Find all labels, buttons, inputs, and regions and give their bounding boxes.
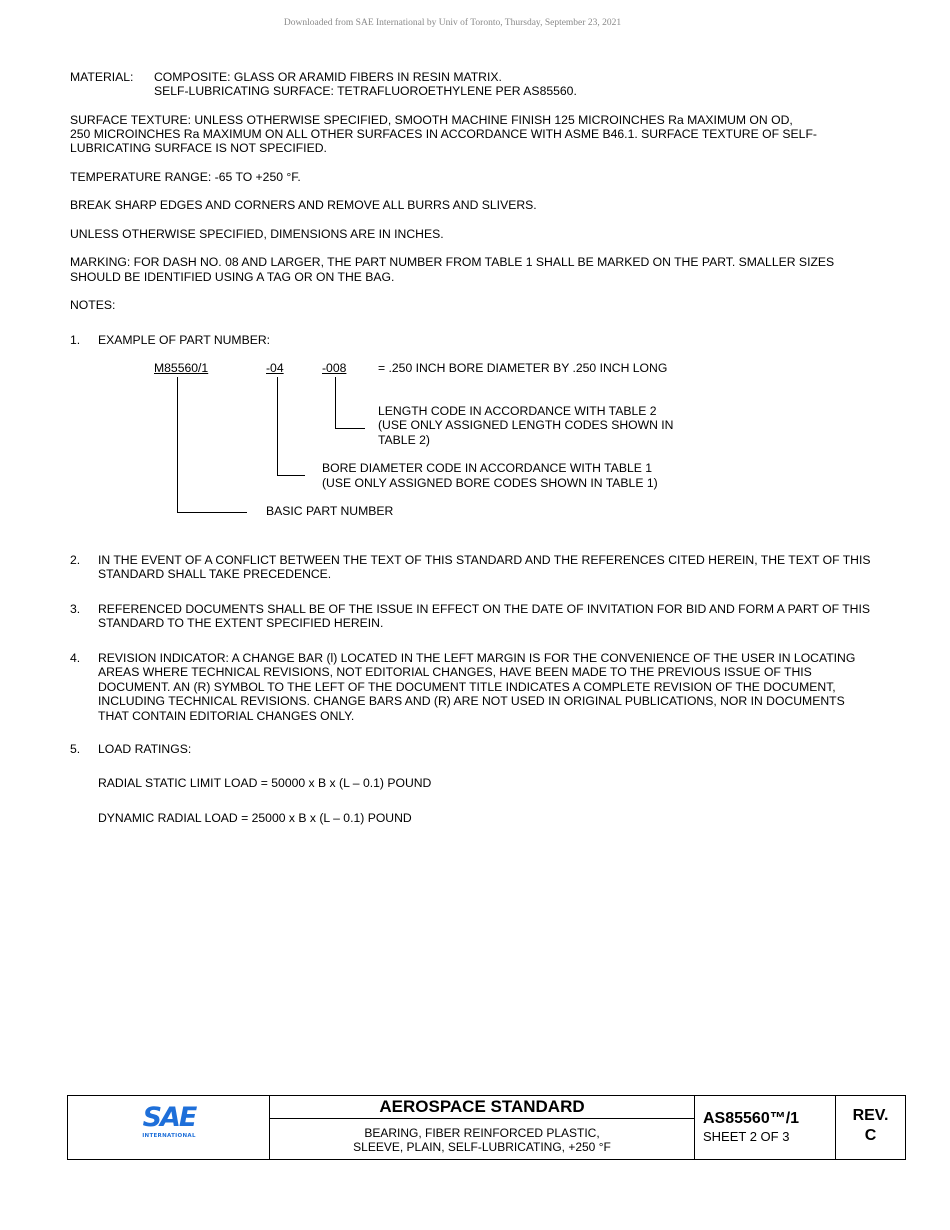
note-5-number: 5. (70, 742, 81, 756)
length-code: -008 (322, 361, 347, 375)
temperature-range: TEMPERATURE RANGE: -65 TO +250 °F. (70, 170, 301, 184)
length-desc-3: TABLE 2) (378, 433, 430, 447)
note-2-text: IN THE EVENT OF A CONFLICT BETWEEN THE TEXT OF THIS STANDARD AND THE REFERENCES CITED HEREIN, THE TEXT OF THIS STANDARD SHALL TAKE PRECEDENCE. (98, 553, 871, 582)
doc-number: AS85560™/1 (703, 1110, 800, 1127)
bore-leader-horizontal (277, 475, 305, 476)
sheet-number: SHEET 2 OF 3 (703, 1129, 790, 1144)
basic-leader-vertical (177, 377, 178, 513)
download-note: Downloaded from SAE International by Univ of Toronto, Thursday, September 23, 2021 (283, 18, 622, 28)
title-block (67, 1095, 906, 1160)
doc-title-line-2: SLEEVE, PLAIN, SELF-LUBRICATING, +250 °F (353, 1140, 611, 1154)
material-line-1: COMPOSITE: GLASS OR ARAMID FIBERS IN RESIN MATRIX. (154, 70, 502, 84)
logo-cell (68, 1096, 270, 1159)
dimensions-note: UNLESS OTHERWISE SPECIFIED, DIMENSIONS ARE IN INCHES. (70, 227, 444, 241)
sae-logo (68, 1104, 270, 1139)
doc-title-line-1: BEARING, FIBER REINFORCED PLASTIC, (364, 1126, 600, 1140)
bore-desc-2: (USE ONLY ASSIGNED BORE CODES SHOWN IN TABLE 1) (322, 476, 658, 490)
material-label: MATERIAL: (70, 70, 134, 84)
rev-label: REV. (852, 1107, 889, 1124)
bore-leader-vertical (277, 377, 278, 476)
note-3-number: 3. (70, 602, 81, 616)
title-cell (270, 1096, 695, 1159)
surface-texture-line-2: 250 MICROINCHES Ra MAXIMUM ON ALL OTHER SURFACES IN ACCORDANCE WITH ASME B46.1. SURFACE TEXTURE OF SELF- (70, 127, 817, 141)
length-desc-2: (USE ONLY ASSIGNED LENGTH CODES SHOWN IN (378, 418, 674, 432)
basic-desc: BASIC PART NUMBER (266, 504, 394, 518)
basic-leader-horizontal (177, 512, 247, 513)
rev-value: C (864, 1127, 877, 1144)
note-5-text: LOAD RATINGS: (98, 742, 192, 756)
note-4-text: REVISION INDICATOR: A CHANGE BAR (l) LOCATED IN THE LEFT MARGIN IS FOR THE CONVENIENCE OF THE USER IN LOCATING AREAS WHERE TECHNICAL REVISIONS, NOT EDITORIAL CHANGES, HAVE BEEN MADE TO THE PREVIOUS ISSUE OF THIS DOCUMENT. AN (R) SYMBOL TO THE LEFT OF THE DOCUMENT TITLE INDICATES A COMPLETE REVISION OF THE DOCUMENT, INCLUDING TECHNICAL REVISIONS. CHANGE BARS AND (R) ARE NOT USED IN ORIGINAL PUBLICATIONS, NOR IN DOCUMENTS THAT CONTAIN EDITORIAL CHANGES ONLY. (98, 651, 856, 723)
basic-part-code: M85560/1 (154, 361, 209, 375)
static-load-formula: RADIAL STATIC LIMIT LOAD = 50000 x B x (L – 0.1) POUND (98, 776, 432, 790)
dynamic-load-formula: DYNAMIC RADIAL LOAD = 25000 x B x (L – 0.1) POUND (98, 811, 412, 825)
length-leader-vertical (335, 377, 336, 429)
break-edges: BREAK SHARP EDGES AND CORNERS AND REMOVE ALL BURRS AND SLIVERS. (70, 198, 537, 212)
note-1-text: EXAMPLE OF PART NUMBER: (98, 333, 271, 347)
bore-desc-1: BORE DIAMETER CODE IN ACCORDANCE WITH TABLE 1 (322, 461, 653, 475)
sae-logo-subtext: INTERNATIONAL (142, 1133, 196, 1139)
notes-heading: NOTES: (70, 298, 116, 312)
note-2-number: 2. (70, 553, 81, 567)
material-line-2: SELF-LUBRICATING SURFACE: TETRAFLUOROETHYLENE PER AS85560. (154, 84, 577, 98)
standard-type: AEROSPACE STANDARD (270, 1096, 694, 1119)
marking-line-1: MARKING: FOR DASH NO. 08 AND LARGER, THE PART NUMBER FROM TABLE 1 SHALL BE MARKED ON THE PART. SMALLER SIZES (70, 255, 835, 269)
length-leader-horizontal (335, 428, 365, 429)
part-number-meaning: = .250 INCH BORE DIAMETER BY .250 INCH LONG (378, 361, 668, 375)
note-4-number: 4. (70, 651, 81, 665)
revision-cell (836, 1096, 905, 1159)
note-1-number: 1. (70, 333, 81, 347)
sae-logo-text: SAE (142, 1102, 196, 1133)
note-3-text: REFERENCED DOCUMENTS SHALL BE OF THE ISSUE IN EFFECT ON THE DATE OF INVITATION FOR BID AND FORM A PART OF THIS STANDARD TO THE EXTENT SPECIFIED HEREIN. (98, 602, 870, 631)
length-desc-1: LENGTH CODE IN ACCORDANCE WITH TABLE 2 (378, 404, 657, 418)
surface-texture-line-1: SURFACE TEXTURE: UNLESS OTHERWISE SPECIFIED, SMOOTH MACHINE FINISH 125 MICROINCHES Ra MAXIMUM ON OD, (70, 113, 793, 127)
surface-texture-line-3: LUBRICATING SURFACE IS NOT SPECIFIED. (70, 141, 327, 155)
marking-line-2: SHOULD BE IDENTIFIED USING A TAG OR ON THE BAG. (70, 270, 395, 284)
bore-code: -04 (266, 361, 284, 375)
doc-number-cell (695, 1096, 836, 1159)
